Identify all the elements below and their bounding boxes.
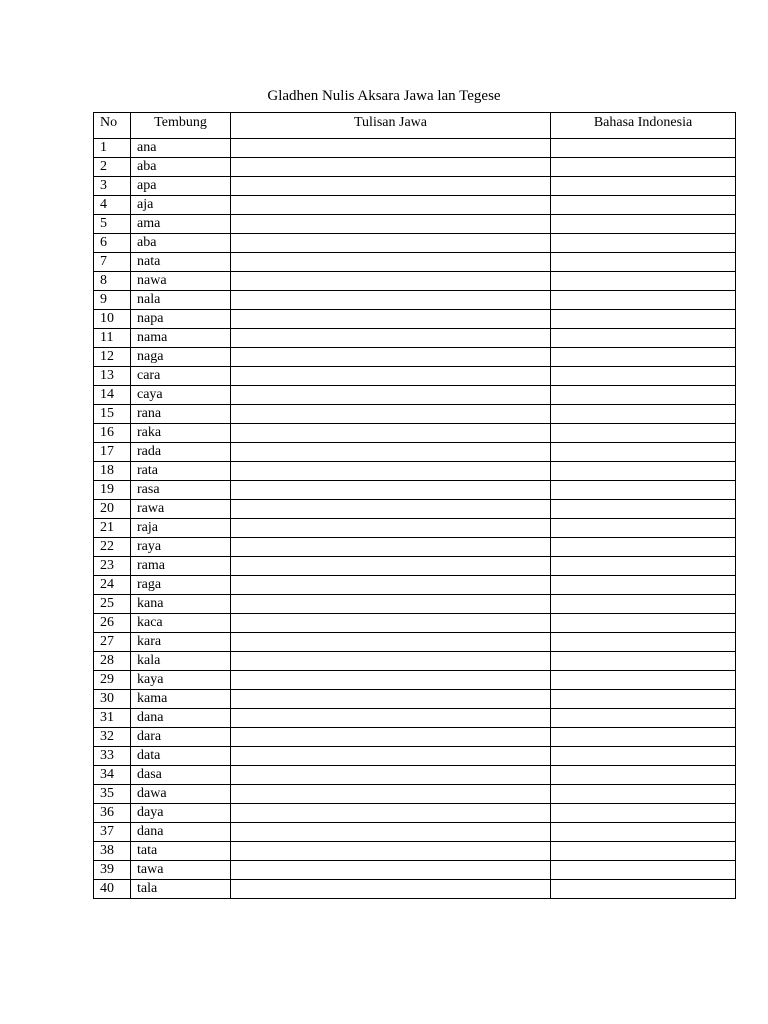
indonesian-cell[interactable] (551, 462, 736, 481)
indonesian-cell[interactable] (551, 861, 736, 880)
javanese-script-cell[interactable] (231, 348, 551, 367)
row-number: 35 (94, 785, 131, 804)
table-row (94, 329, 736, 348)
row-number: 24 (94, 576, 131, 595)
javanese-script-cell[interactable] (231, 443, 551, 462)
javanese-script-cell[interactable] (231, 139, 551, 158)
row-word: nata (131, 253, 231, 272)
row-number: 23 (94, 557, 131, 576)
indonesian-cell[interactable] (551, 177, 736, 196)
javanese-script-cell[interactable] (231, 823, 551, 842)
table-row (94, 861, 736, 880)
row-word: aba (131, 158, 231, 177)
row-number: 12 (94, 348, 131, 367)
row-word: rasa (131, 481, 231, 500)
table-row (94, 500, 736, 519)
javanese-script-cell[interactable] (231, 386, 551, 405)
table-row (94, 234, 736, 253)
table-row (94, 215, 736, 234)
row-number: 34 (94, 766, 131, 785)
indonesian-cell[interactable] (551, 785, 736, 804)
javanese-script-cell[interactable] (231, 291, 551, 310)
indonesian-cell[interactable] (551, 310, 736, 329)
row-number: 16 (94, 424, 131, 443)
indonesian-cell[interactable] (551, 804, 736, 823)
row-word: kaya (131, 671, 231, 690)
indonesian-cell[interactable] (551, 329, 736, 348)
javanese-script-cell[interactable] (231, 500, 551, 519)
row-word: tawa (131, 861, 231, 880)
javanese-script-cell[interactable] (231, 481, 551, 500)
row-number: 2 (94, 158, 131, 177)
indonesian-cell[interactable] (551, 424, 736, 443)
javanese-script-cell[interactable] (231, 842, 551, 861)
page-title: Gladhen Nulis Aksara Jawa lan Tegese (267, 88, 501, 104)
row-word: rawa (131, 500, 231, 519)
indonesian-cell[interactable] (551, 880, 736, 899)
row-word: rata (131, 462, 231, 481)
row-word: dana (131, 823, 231, 842)
table-row (94, 576, 736, 595)
javanese-script-cell[interactable] (231, 310, 551, 329)
row-word: data (131, 747, 231, 766)
indonesian-cell[interactable] (551, 215, 736, 234)
row-word: nawa (131, 272, 231, 291)
table-row (94, 804, 736, 823)
table-row (94, 519, 736, 538)
table-row (94, 614, 736, 633)
row-number: 25 (94, 595, 131, 614)
row-number: 11 (94, 329, 131, 348)
javanese-script-cell[interactable] (231, 671, 551, 690)
indonesian-cell[interactable] (551, 747, 736, 766)
row-number: 40 (94, 880, 131, 899)
row-word: dana (131, 709, 231, 728)
row-number: 15 (94, 405, 131, 424)
indonesian-cell[interactable] (551, 139, 736, 158)
indonesian-cell[interactable] (551, 709, 736, 728)
table-row (94, 766, 736, 785)
table-row (94, 424, 736, 443)
header-no: No (94, 113, 131, 139)
table-row (94, 880, 736, 899)
row-number: 14 (94, 386, 131, 405)
row-number: 5 (94, 215, 131, 234)
table-row (94, 633, 736, 652)
row-word: caya (131, 386, 231, 405)
row-word: kana (131, 595, 231, 614)
javanese-script-cell[interactable] (231, 880, 551, 899)
row-word: raja (131, 519, 231, 538)
table-row (94, 139, 736, 158)
row-number: 31 (94, 709, 131, 728)
indonesian-cell[interactable] (551, 766, 736, 785)
table-row (94, 842, 736, 861)
header-indonesian: Bahasa Indonesia (551, 113, 736, 139)
row-number: 37 (94, 823, 131, 842)
table-row (94, 310, 736, 329)
javanese-script-cell[interactable] (231, 215, 551, 234)
table-row (94, 367, 736, 386)
table-row (94, 272, 736, 291)
row-number: 21 (94, 519, 131, 538)
indonesian-cell[interactable] (551, 196, 736, 215)
javanese-script-cell[interactable] (231, 747, 551, 766)
table-row (94, 405, 736, 424)
row-word: dasa (131, 766, 231, 785)
javanese-script-cell[interactable] (231, 633, 551, 652)
javanese-script-cell[interactable] (231, 519, 551, 538)
table-row (94, 709, 736, 728)
row-word: naga (131, 348, 231, 367)
indonesian-cell[interactable] (551, 842, 736, 861)
javanese-script-cell[interactable] (231, 405, 551, 424)
row-number: 8 (94, 272, 131, 291)
table-row (94, 177, 736, 196)
row-word: rada (131, 443, 231, 462)
row-word: rama (131, 557, 231, 576)
indonesian-cell[interactable] (551, 481, 736, 500)
row-number: 17 (94, 443, 131, 462)
row-number: 4 (94, 196, 131, 215)
javanese-script-cell[interactable] (231, 253, 551, 272)
header-javanese-script: Tulisan Jawa (231, 113, 551, 139)
row-word: kama (131, 690, 231, 709)
indonesian-cell[interactable] (551, 367, 736, 386)
row-word: nama (131, 329, 231, 348)
table-row (94, 652, 736, 671)
indonesian-cell[interactable] (551, 690, 736, 709)
javanese-script-cell[interactable] (231, 177, 551, 196)
javanese-script-cell[interactable] (231, 196, 551, 215)
table-row (94, 348, 736, 367)
table-row (94, 386, 736, 405)
header-word: Tembung (131, 113, 231, 139)
row-number: 32 (94, 728, 131, 747)
row-word: dawa (131, 785, 231, 804)
table-row (94, 158, 736, 177)
row-word: raka (131, 424, 231, 443)
javanese-script-cell[interactable] (231, 595, 551, 614)
javanese-script-cell[interactable] (231, 158, 551, 177)
indonesian-cell[interactable] (551, 158, 736, 177)
row-number: 7 (94, 253, 131, 272)
indonesian-cell[interactable] (551, 348, 736, 367)
row-number: 13 (94, 367, 131, 386)
javanese-script-cell[interactable] (231, 785, 551, 804)
javanese-script-cell[interactable] (231, 766, 551, 785)
row-word: ana (131, 139, 231, 158)
indonesian-cell[interactable] (551, 500, 736, 519)
row-word: kaca (131, 614, 231, 633)
javanese-script-cell[interactable] (231, 861, 551, 880)
javanese-script-cell[interactable] (231, 728, 551, 747)
row-word: raga (131, 576, 231, 595)
row-word: ama (131, 215, 231, 234)
javanese-script-cell[interactable] (231, 690, 551, 709)
row-word: kara (131, 633, 231, 652)
javanese-script-cell[interactable] (231, 709, 551, 728)
row-number: 39 (94, 861, 131, 880)
indonesian-cell[interactable] (551, 595, 736, 614)
javanese-script-cell[interactable] (231, 272, 551, 291)
table-row (94, 728, 736, 747)
javanese-script-cell[interactable] (231, 804, 551, 823)
row-number: 22 (94, 538, 131, 557)
row-number: 27 (94, 633, 131, 652)
indonesian-cell[interactable] (551, 253, 736, 272)
row-word: tata (131, 842, 231, 861)
table-row (94, 595, 736, 614)
indonesian-cell[interactable] (551, 405, 736, 424)
row-number: 33 (94, 747, 131, 766)
indonesian-cell[interactable] (551, 728, 736, 747)
row-number: 19 (94, 481, 131, 500)
row-word: nala (131, 291, 231, 310)
indonesian-cell[interactable] (551, 234, 736, 253)
row-number: 38 (94, 842, 131, 861)
indonesian-cell[interactable] (551, 557, 736, 576)
javanese-script-cell[interactable] (231, 652, 551, 671)
javanese-script-cell[interactable] (231, 234, 551, 253)
row-number: 28 (94, 652, 131, 671)
javanese-script-cell[interactable] (231, 538, 551, 557)
row-number: 20 (94, 500, 131, 519)
row-word: rana (131, 405, 231, 424)
row-number: 26 (94, 614, 131, 633)
indonesian-cell[interactable] (551, 652, 736, 671)
javanese-script-cell[interactable] (231, 614, 551, 633)
table-row (94, 690, 736, 709)
row-number: 9 (94, 291, 131, 310)
table-row (94, 538, 736, 557)
table-row (94, 747, 736, 766)
javanese-script-cell[interactable] (231, 367, 551, 386)
indonesian-cell[interactable] (551, 272, 736, 291)
row-number: 10 (94, 310, 131, 329)
table-row (94, 253, 736, 272)
indonesian-cell[interactable] (551, 291, 736, 310)
table-row (94, 671, 736, 690)
row-word: raya (131, 538, 231, 557)
indonesian-cell[interactable] (551, 386, 736, 405)
table-row (94, 823, 736, 842)
table-row (94, 443, 736, 462)
row-number: 29 (94, 671, 131, 690)
row-number: 36 (94, 804, 131, 823)
row-number: 6 (94, 234, 131, 253)
row-word: kala (131, 652, 231, 671)
table-row (94, 557, 736, 576)
indonesian-cell[interactable] (551, 614, 736, 633)
javanese-script-cell[interactable] (231, 576, 551, 595)
indonesian-cell[interactable] (551, 671, 736, 690)
row-number: 1 (94, 139, 131, 158)
worksheet-table (93, 112, 736, 899)
table-row (94, 481, 736, 500)
row-word: aba (131, 234, 231, 253)
indonesian-cell[interactable] (551, 633, 736, 652)
javanese-script-cell[interactable] (231, 462, 551, 481)
indonesian-cell[interactable] (551, 538, 736, 557)
indonesian-cell[interactable] (551, 576, 736, 595)
javanese-script-cell[interactable] (231, 557, 551, 576)
row-number: 30 (94, 690, 131, 709)
row-number: 18 (94, 462, 131, 481)
table-row (94, 785, 736, 804)
table-body (94, 139, 736, 899)
javanese-script-cell[interactable] (231, 424, 551, 443)
indonesian-cell[interactable] (551, 519, 736, 538)
table-row (94, 462, 736, 481)
indonesian-cell[interactable] (551, 823, 736, 842)
row-word: cara (131, 367, 231, 386)
indonesian-cell[interactable] (551, 443, 736, 462)
row-word: daya (131, 804, 231, 823)
table-row (94, 196, 736, 215)
row-word: apa (131, 177, 231, 196)
row-word: aja (131, 196, 231, 215)
javanese-script-cell[interactable] (231, 329, 551, 348)
row-number: 3 (94, 177, 131, 196)
table-header-row (94, 113, 736, 139)
row-word: tala (131, 880, 231, 899)
table-row (94, 291, 736, 310)
row-word: dara (131, 728, 231, 747)
row-word: napa (131, 310, 231, 329)
